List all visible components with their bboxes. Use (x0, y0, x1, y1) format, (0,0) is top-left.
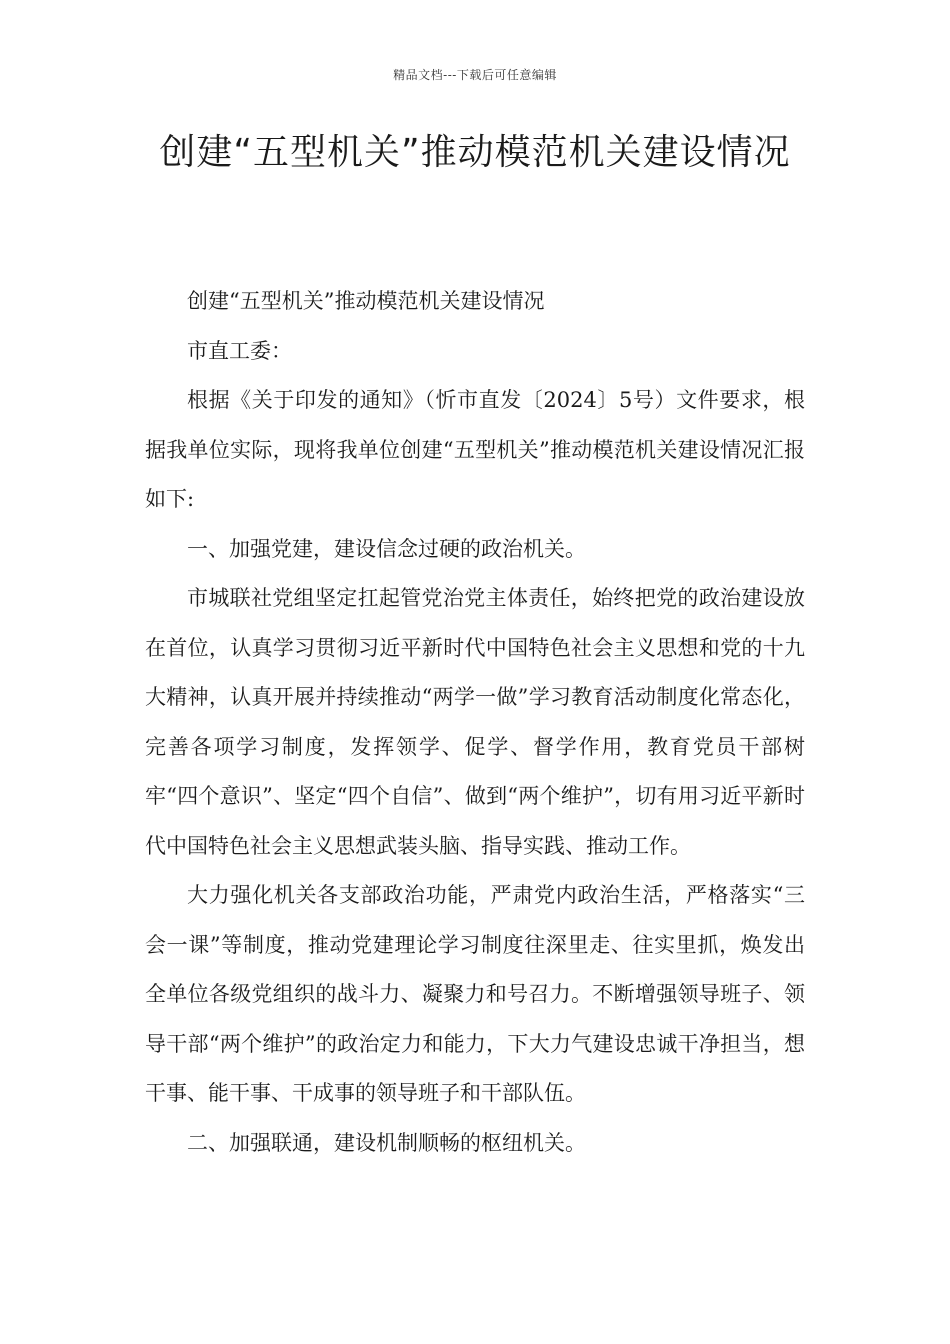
paragraph-body-1: 市城联社党组坚定扛起管党治党主体责任，始终把党的政治建设放在首位，认真学习贯彻习近平新时代中国特色社会主义思想和党的十九大精神，认真开展并持续推动“两学一做”学习教育活动制度化常态化，完善各项学习制度，发挥领学、促学、督学作用，教育党员干部树牢“四个意识”、坚定“四个自信”、做到“两个维护”，切有用习近平新时代中国特色社会主义思想武装头脑、指导实践、推动工作。 (145, 586, 805, 858)
paragraph-addressee: 市直工委： (187, 338, 292, 363)
paragraph-section-heading-2: 二、加强联通，建设机制顺畅的枢纽机关。 (187, 1130, 586, 1155)
document-body (145, 277, 805, 1168)
paragraph-subtitle: 创建“五型机关”推动模范机关建设情况 (187, 289, 545, 313)
paragraph-intro: 根据《关于印发的通知》（忻市直发〔2024〕5号）文件要求，根据我单位实际，现将我单位创建“五型机关”推动模范机关建设情况汇报如下: (145, 388, 805, 511)
document-title: 创建“五型机关”推动模范机关建设情况 (159, 132, 791, 173)
paragraph-body-2: 大力强化机关各支部政治功能，严肃党内政治生活，严格落实“三会一课”等制度，推动党建理论学习制度往深里走、往实里抓，焕发出全单位各级党组织的战斗力、凝聚力和号召力。不断增强领导班子、领导干部“两个维护”的政治定力和能力，下大力气建设忠诚干净担当，想干事、能干事、干成事的领导班子和干部队伍。 (145, 883, 805, 1105)
header-note: 精品文档---下载后可任意编辑 (393, 68, 557, 82)
paragraph-section-heading-1: 一、加强党建，建设信念过硬的政治机关。 (187, 536, 586, 561)
